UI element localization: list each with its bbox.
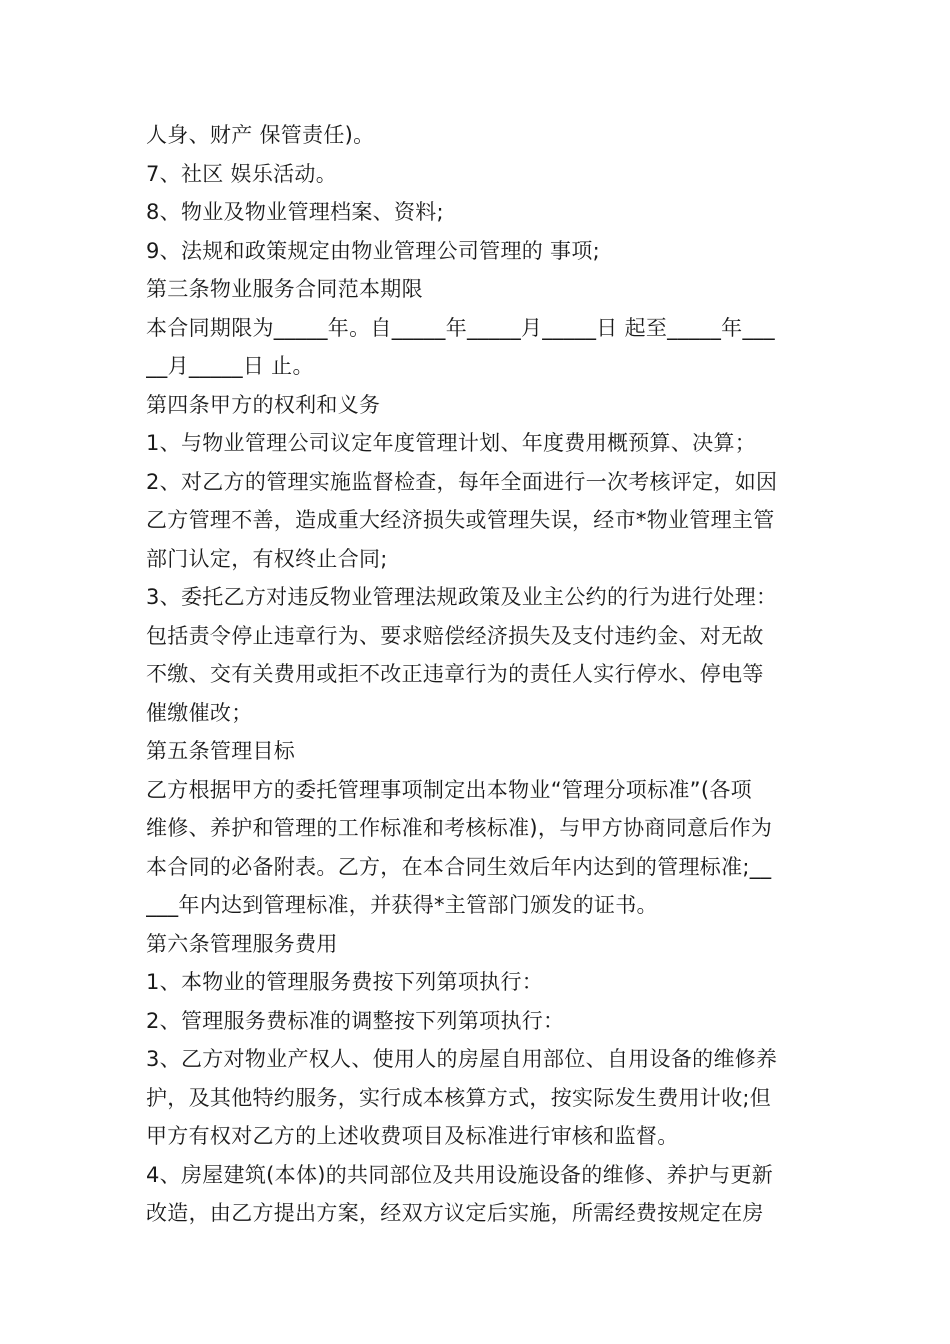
text-line: 部门认定，有权终止合同; <box>146 546 388 571</box>
text-line: 2、对乙方的管理实施监督检查，每年全面进行一次考核评定，如因 <box>146 469 778 494</box>
text-line: 不缴、交有关费用或拒不改正违章行为的责任人实行停水、停电等 <box>146 662 764 686</box>
text-line: 7、社区 娱乐活动。 <box>146 161 338 186</box>
text-line: 1、与物业管理公司议定年度管理计划、年度费用概预算、决算； <box>146 431 757 455</box>
text-line: 3、乙方对物业产权人、使用人的房屋自用部位、自用设备的维修养 <box>146 1047 778 1071</box>
text-line: __月_____日 止。 <box>146 354 314 378</box>
text-line: 本合同期限为_____年。自_____年_____月_____日 起至_____年___ <box>146 315 775 340</box>
section-heading: 第三条物业服务合同范本期限 <box>146 277 423 301</box>
text-line: 包括责令停止违章行为、要求赔偿经济损失及支付违约金、对无故 <box>146 623 764 648</box>
document-body <box>146 116 808 1233</box>
text-line: 甲方有权对乙方的上述收费项目及标准进行审核和监督。 <box>146 1124 679 1148</box>
text-line: 催缴催改； <box>146 700 253 725</box>
text-line: 1、本物业的管理服务费按下列第项执行： <box>146 970 544 994</box>
text-line: 本合同的必备附表。乙方，在本合同生效后年内达到的管理标准;__ <box>146 854 772 879</box>
text-line: 4、房屋建筑(本体)的共同部位及共用设施设备的维修、养护与更新 <box>146 1162 774 1187</box>
text-line: 乙方根据甲方的委托管理事项制定出本物业“管理分项标准”(各项 <box>146 777 752 802</box>
text-line: 3、委托乙方对违反物业管理法规政策及业主公约的行为进行处理： <box>146 585 778 609</box>
text-line: 人身、财产 保管责任)。 <box>146 123 375 147</box>
text-line: 改造，由乙方提出方案，经双方议定后实施，所需经费按规定在房 <box>146 1201 764 1225</box>
text-line: 护，及其他特约服务，实行成本核算方式，按实际发生费用计收;但 <box>146 1085 772 1110</box>
section-heading: 第四条甲方的权利和义务 <box>146 392 381 417</box>
text-line: 维修、养护和管理的工作标准和考核标准)，与甲方协商同意后作为 <box>146 816 773 840</box>
text-line: 乙方管理不善，造成重大经济损失或管理失误，经市*物业管理主管 <box>146 508 775 532</box>
text-line: 8、物业及物业管理档案、资料; <box>146 200 444 224</box>
section-heading: 第六条管理服务费用 <box>146 931 338 956</box>
text-line: 9、法规和政策规定由物业管理公司管理的 事项; <box>146 238 601 263</box>
section-heading: 第五条管理目标 <box>146 739 296 763</box>
text-line: 2、管理服务费标准的调整按下列第项执行： <box>146 1008 565 1033</box>
text-line: ___年内达到管理标准，并获得*主管部门颁发的证书。 <box>146 893 658 917</box>
